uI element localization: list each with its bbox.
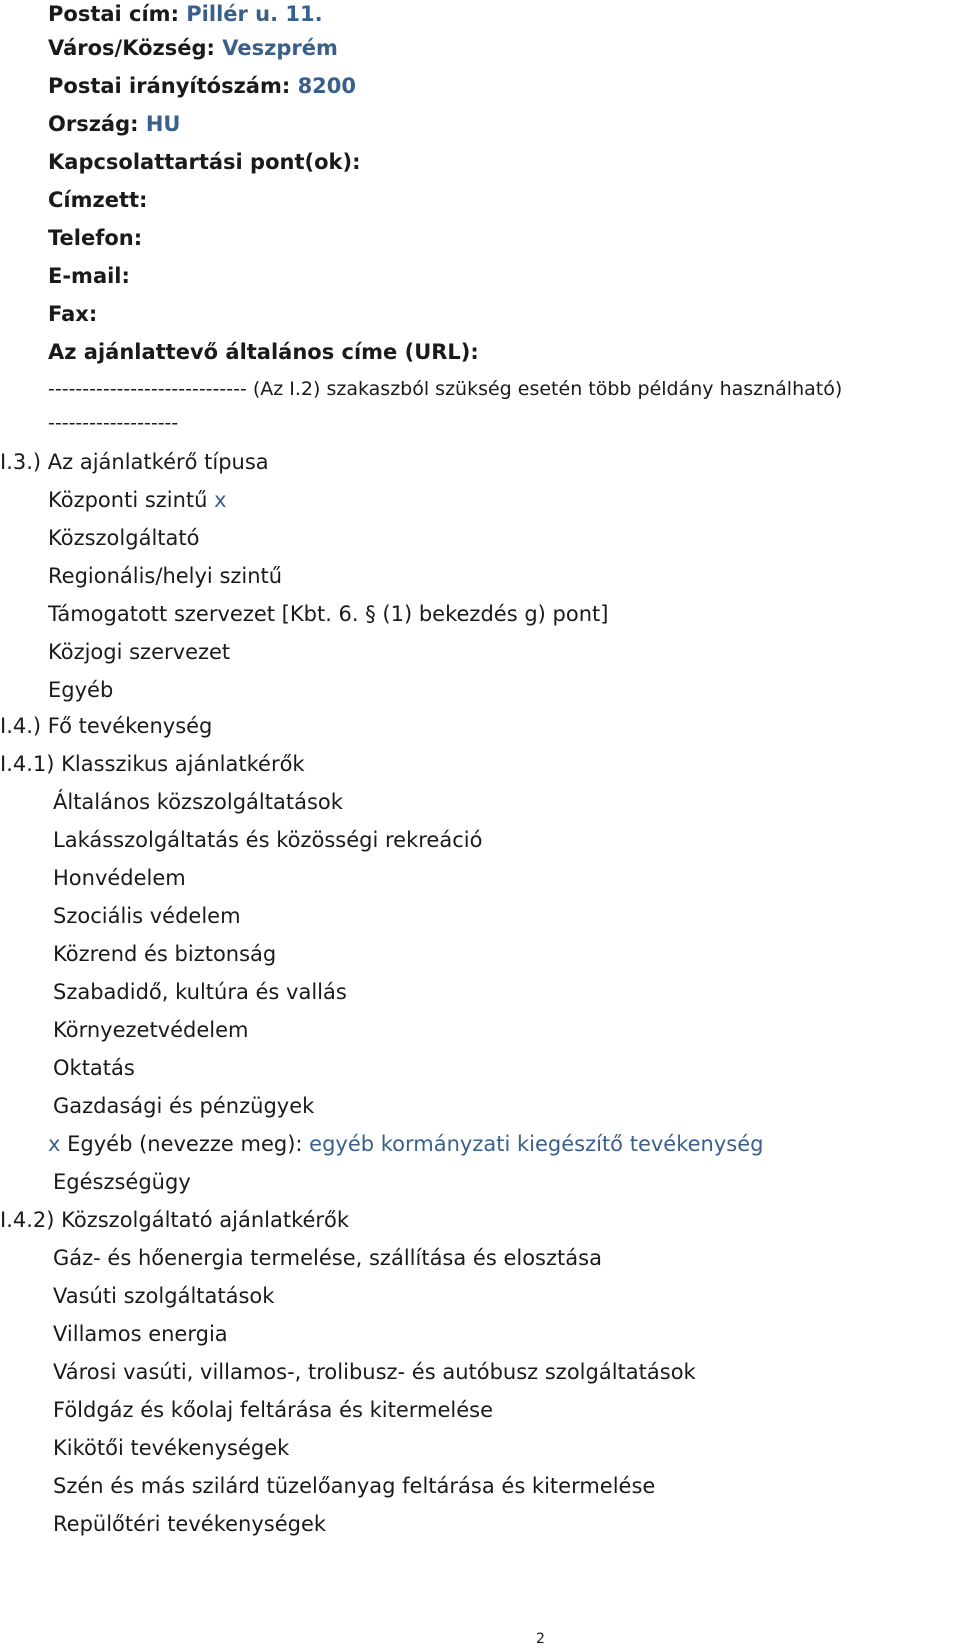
type-item-regional: Regionális/helyi szintű [48, 564, 283, 588]
country-value: HU [145, 112, 181, 136]
fax-label: Fax: [48, 302, 98, 326]
section-i42-heading: I.4.2) Közszolgáltató ajánlatkérők [0, 1208, 350, 1232]
activity-housing: Lakásszolgáltatás és közösségi rekreáció [53, 828, 483, 852]
utility-airports: Repülőtéri tevékenységek [53, 1512, 327, 1536]
activity-other-label: Egyéb (nevezze meg): [67, 1132, 303, 1156]
type-item-supported-org: Támogatott szervezet [Kbt. 6. § (1) bekezdés g) pont] [48, 602, 609, 626]
section-i4-heading: I.4.) Fő tevékenység [0, 714, 213, 738]
type-item-central-mark: x [214, 488, 227, 512]
activity-other-value: egyéb kormányzati kiegészítő tevékenység [309, 1132, 764, 1156]
activity-recreation: Szabadidő, kultúra és vallás [53, 980, 347, 1004]
type-item-central-label: Központi szintű [48, 488, 208, 512]
section-i3-heading: I.3.) Az ajánlatkérő típusa [0, 450, 269, 474]
zip-label: Postai irányítószám: [48, 74, 291, 98]
activity-other-mark: x [48, 1132, 61, 1156]
utility-coal-exploration: Szén és más szilárd tüzelőanyag feltárása és kitermelése [53, 1474, 656, 1498]
activity-health: Egészségügy [53, 1170, 191, 1194]
postal-address-value: Pillér u. 11. [186, 2, 323, 26]
city-line [48, 38, 338, 59]
section-i41-heading: I.4.1) Klasszikus ajánlatkérők [0, 752, 305, 776]
utility-gas-oil-exploration: Földgáz és kőolaj feltárása és kitermelése [53, 1398, 494, 1422]
zip-value: 8200 [297, 74, 357, 98]
zip-line [48, 76, 356, 97]
email-label: E-mail: [48, 264, 130, 288]
phone-label: Telefon: [48, 226, 143, 250]
type-item-public-law-body: Közjogi szervezet [48, 640, 231, 664]
activity-general-public-services: Általános közszolgáltatások [53, 790, 343, 814]
recipient-label: Címzett: [48, 188, 148, 212]
page-number: 2 [536, 1631, 545, 1647]
activity-economic-financial: Gazdasági és pénzügyek [53, 1094, 315, 1118]
utility-urban-transport: Városi vasúti, villamos-, trolibusz- és autóbusz szolgáltatások [53, 1360, 696, 1384]
url-label: Az ajánlattevő általános címe (URL): [48, 340, 479, 364]
type-item-other: Egyéb [48, 678, 114, 702]
utility-gas-heat: Gáz- és hőenergia termelése, szállítása és elosztása [53, 1246, 602, 1270]
activity-environment: Környezetvédelem [53, 1018, 249, 1042]
separator-line-2: ------------------- [48, 412, 179, 434]
separator-line-1: ----------------------------- (Az I.2) szakaszból szükség esetén több példány használható) [48, 378, 843, 400]
utility-electricity: Villamos energia [53, 1322, 228, 1346]
type-item-central [48, 490, 227, 511]
activity-other [48, 1134, 763, 1155]
utility-ports: Kikötői tevékenységek [53, 1436, 290, 1460]
utility-railway: Vasúti szolgáltatások [53, 1284, 275, 1308]
contact-points-label: Kapcsolattartási pont(ok): [48, 150, 361, 174]
country-label: Ország: [48, 112, 139, 136]
type-item-public-service: Közszolgáltató [48, 526, 200, 550]
postal-address-label: Postai cím: [48, 2, 179, 26]
activity-education: Oktatás [53, 1056, 135, 1080]
activity-defence: Honvédelem [53, 866, 186, 890]
activity-social-protection: Szociális védelem [53, 904, 241, 928]
city-value: Veszprém [222, 36, 338, 60]
activity-public-order: Közrend és biztonság [53, 942, 277, 966]
city-label: Város/Község: [48, 36, 215, 60]
postal-address-line [48, 4, 323, 25]
country-line [48, 114, 181, 135]
